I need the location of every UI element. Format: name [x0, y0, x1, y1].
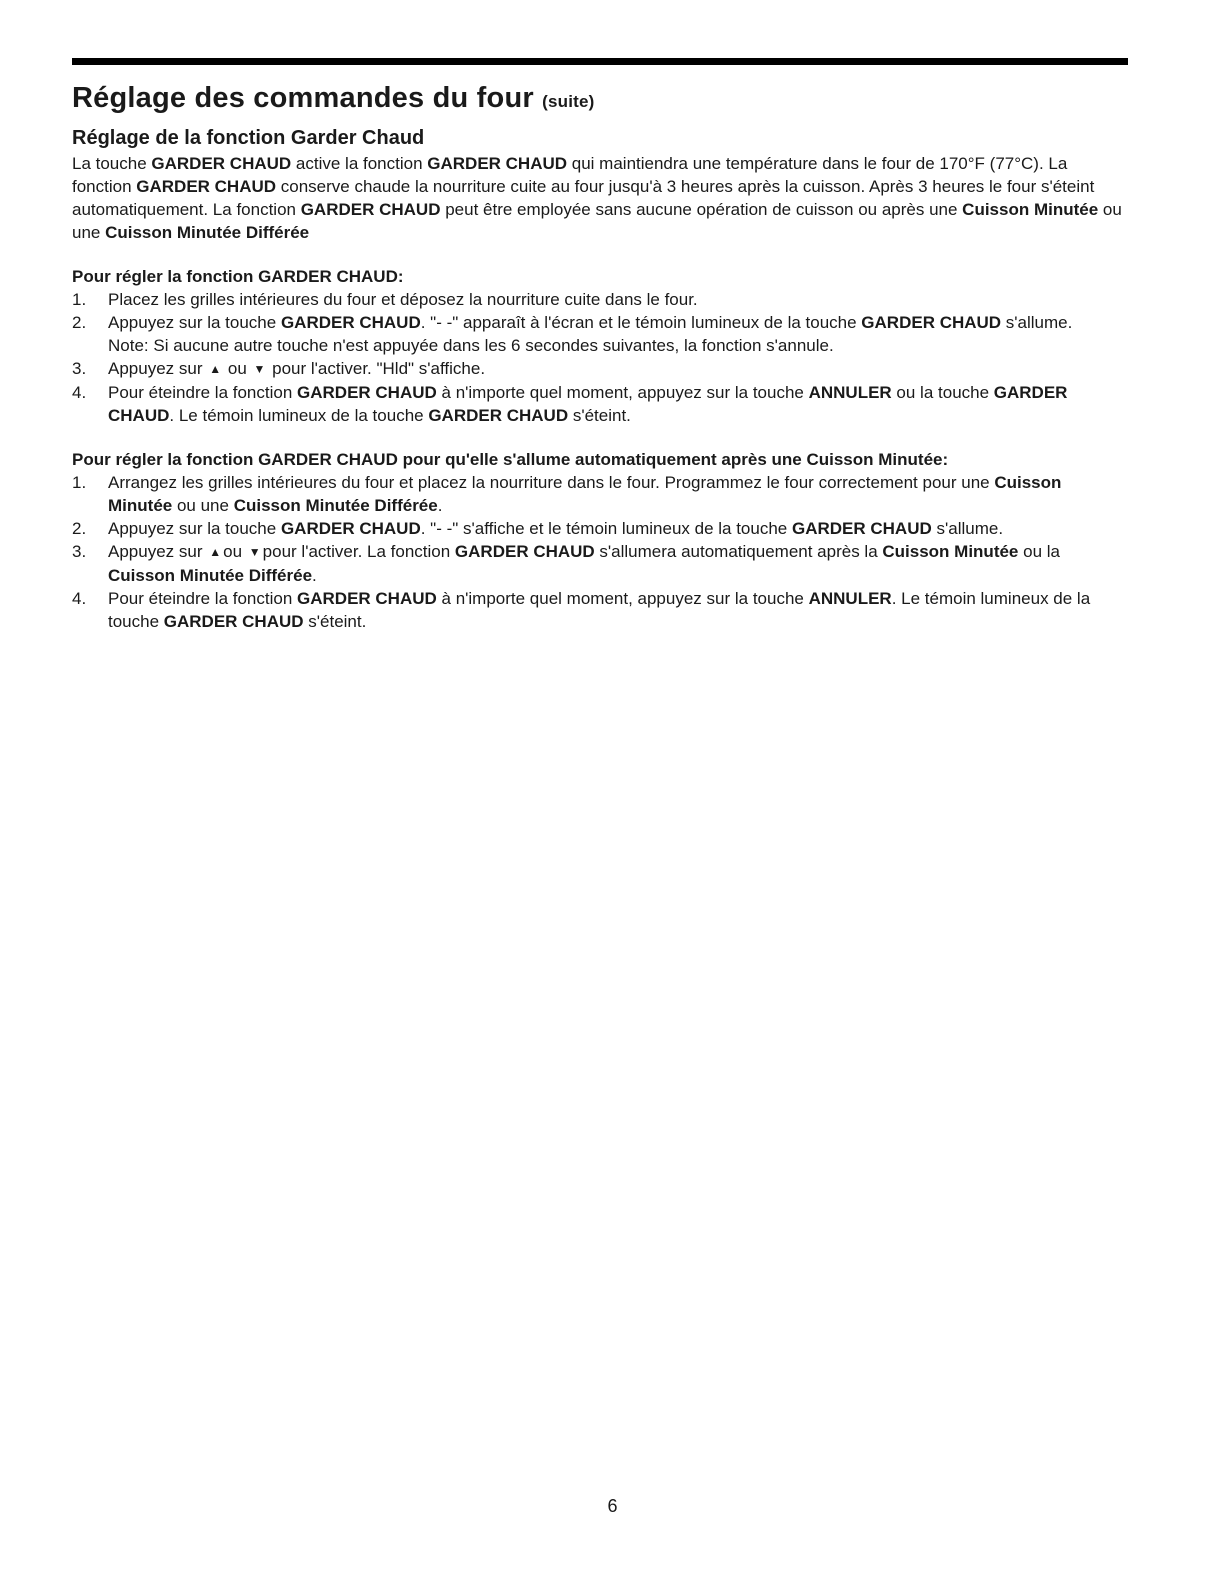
step-bold: GARDER CHAUD	[280, 519, 421, 538]
step-bold: GARDER CHAUD	[297, 383, 437, 402]
intro-text: qui maintiendra une température dans le four de 170°F (77°C). La fonction	[72, 154, 1068, 196]
step-text: pour l'activer. "Hld" s'affiche.	[272, 359, 486, 378]
step-text: Pour éteindre la fonction	[108, 383, 298, 402]
section-manual	[72, 265, 1130, 427]
step-number: 3.	[72, 359, 87, 378]
step-text: Pour éteindre la fonction	[108, 589, 298, 608]
step-text: Appuyez sur la touche	[108, 313, 281, 332]
step-number: 1.	[72, 473, 87, 492]
step-text: Appuyez sur la touche	[108, 519, 281, 538]
step-text: Appuyez sur	[108, 542, 203, 561]
intro-paragraph	[72, 152, 1130, 244]
page-title-suffix: (suite)	[542, 92, 595, 111]
intro-text: La touche	[72, 154, 152, 173]
step-text: . "- -" s'affiche et le témoin lumineux de la touche	[420, 519, 792, 538]
intro-bold: Cuisson Minutée	[962, 200, 1099, 219]
step-number: 3.	[72, 542, 87, 561]
step-bold: Cuisson Minutée	[882, 542, 1019, 561]
step-bold: GARDER CHAUD	[861, 313, 1002, 332]
step-note: Note: Si aucune autre touche n'est appuyée dans les 6 secondes suivantes, la fonction s'annule.	[108, 336, 834, 355]
page-number: 6	[607, 1496, 618, 1516]
step-text: .	[437, 496, 443, 515]
step-text: Arrangez les grilles intérieures du four et placez la nourriture dans le four. Programmez le four correctement pour une	[108, 473, 995, 492]
step-text: s'éteint.	[303, 612, 367, 631]
step-bold: GARDER CHAUD	[428, 406, 569, 425]
page-title-text: Réglage des commandes du four	[72, 82, 534, 114]
step-text: s'allumera automatiquement après la	[594, 542, 883, 561]
step-number: 2.	[72, 313, 87, 332]
step-text: pour l'activer. La fonction	[262, 542, 455, 561]
step-bold: GARDER CHAUD	[108, 383, 1068, 425]
intro-text: conserve chaude la nourriture cuite au four jusqu'à 3 heures après la cuisson. Après 3 heures le four s'éteint automatiquement. La fonction	[72, 177, 1095, 219]
step-bold: GARDER CHAUD	[454, 542, 595, 561]
intro-bold: GARDER CHAUD	[136, 177, 277, 196]
list-item	[72, 311, 1130, 357]
step-text: . Le témoin lumineux de la touche	[108, 589, 1091, 631]
intro-bold: Cuisson Minutée Différée	[105, 223, 310, 242]
section-automatic	[72, 448, 1130, 633]
step-number: 1.	[72, 290, 87, 309]
up-arrow-icon: ▲	[209, 545, 222, 559]
page-content	[72, 78, 1130, 633]
list-item	[72, 517, 1130, 540]
step-bold: ANNULER	[808, 383, 892, 402]
step-text: ou la touche	[891, 383, 994, 402]
step-bold: Cuisson Minutée Différée	[108, 566, 313, 585]
intro-text: active la fonction	[291, 154, 428, 173]
page-title	[72, 78, 1130, 122]
step-bold: ANNULER	[808, 589, 892, 608]
step-text: . "- -" apparaît à l'écran et le témoin lumineux de la touche	[420, 313, 862, 332]
intro-text: peut être employée sans aucune opération de cuisson ou après une	[440, 200, 963, 219]
down-arrow-icon: ▼	[253, 362, 266, 376]
step-bold: GARDER CHAUD	[791, 519, 932, 538]
section-heading: Pour régler la fonction GARDER CHAUD pour qu'elle s'allume automatiquement après une Cuisson Minutée:	[72, 450, 949, 469]
step-text: . Le témoin lumineux de la touche	[169, 406, 429, 425]
step-number: 4.	[72, 589, 87, 608]
section-heading: Pour régler la fonction GARDER CHAUD:	[72, 267, 404, 286]
step-text: Appuyez sur	[108, 359, 203, 378]
step-bold: GARDER CHAUD	[163, 612, 304, 631]
step-text: ou	[223, 542, 243, 561]
step-text: s'allume.	[931, 519, 1004, 538]
up-arrow-icon: ▲	[209, 362, 222, 376]
step-bold: GARDER CHAUD	[280, 313, 421, 332]
down-arrow-icon: ▼	[248, 545, 261, 559]
step-text: à n'importe quel moment, appuyez sur la touche	[436, 383, 809, 402]
list-item	[72, 471, 1130, 517]
list-item	[72, 357, 1130, 381]
step-number: 2.	[72, 519, 87, 538]
list-item	[72, 381, 1130, 427]
list-item	[72, 288, 1130, 311]
step-text: ou la	[1018, 542, 1060, 561]
intro-bold: GARDER CHAUD	[427, 154, 568, 173]
intro-bold: GARDER CHAUD	[151, 154, 292, 173]
step-text: .	[312, 566, 317, 585]
header-rule	[72, 58, 1128, 65]
intro-text: ou une	[72, 200, 1122, 242]
step-text: ou une	[172, 496, 234, 515]
step-text: s'éteint.	[568, 406, 631, 425]
step-bold: Cuisson Minutée	[108, 473, 1062, 515]
step-text: Placez les grilles intérieures du four et déposez la nourriture cuite dans le four.	[108, 290, 698, 309]
steps-list	[72, 288, 1130, 427]
step-bold: GARDER CHAUD	[297, 589, 437, 608]
step-number: 4.	[72, 383, 87, 402]
step-text: s'allume.	[1001, 313, 1073, 332]
section-subtitle: Réglage de la fonction Garder Chaud	[72, 127, 425, 149]
step-text: à n'importe quel moment, appuyez sur la touche	[436, 589, 809, 608]
intro-bold: GARDER CHAUD	[300, 200, 441, 219]
steps-list	[72, 471, 1130, 633]
step-bold: Cuisson Minutée Différée	[233, 496, 438, 515]
list-item	[72, 540, 1130, 587]
step-text: ou	[227, 359, 247, 378]
list-item	[72, 587, 1130, 633]
